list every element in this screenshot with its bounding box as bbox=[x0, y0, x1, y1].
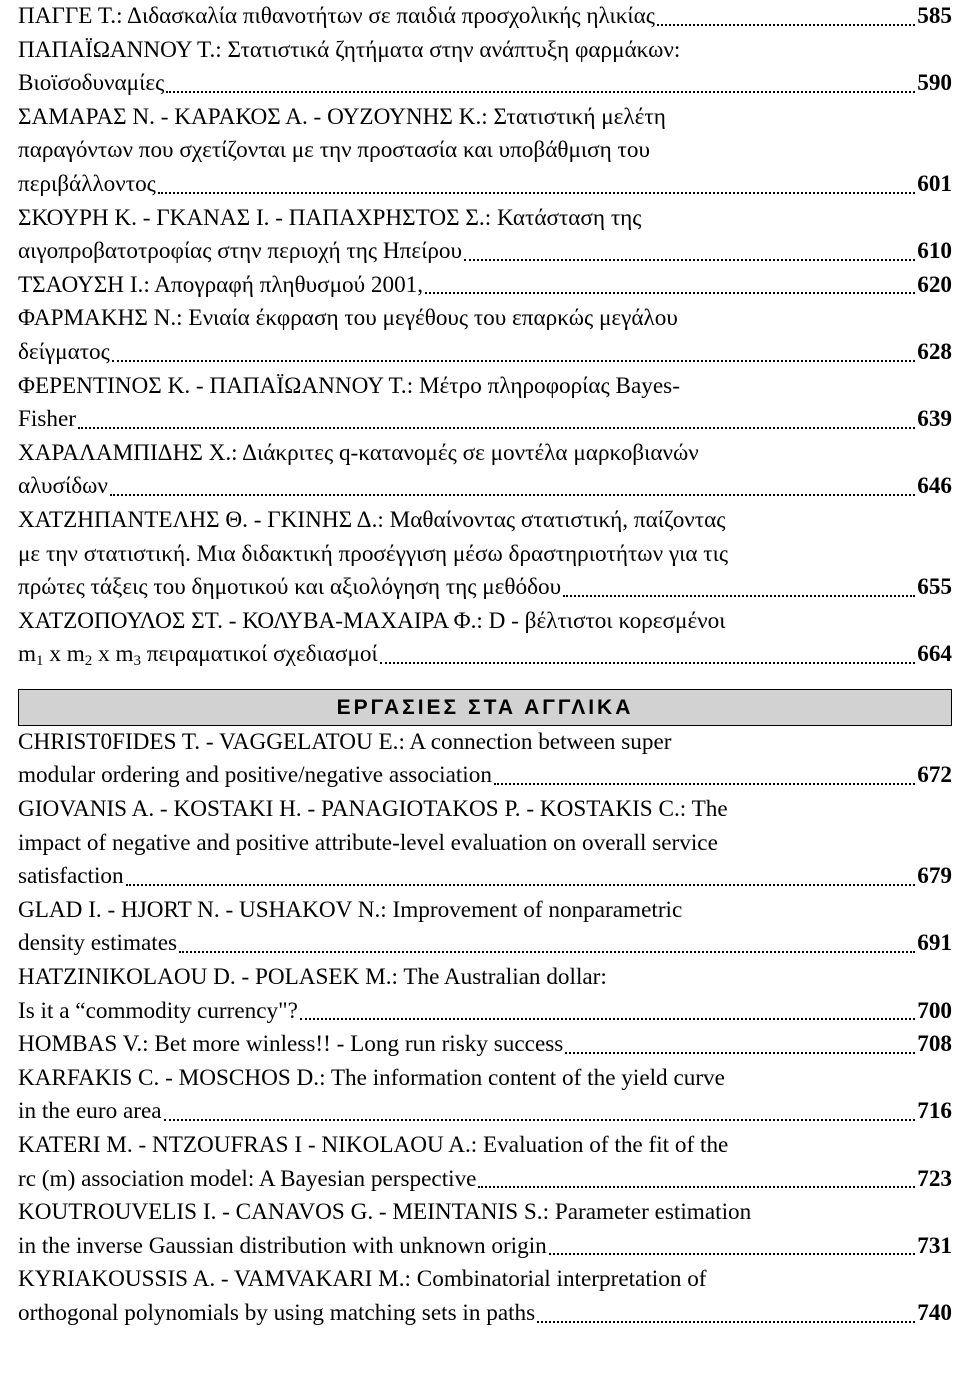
entry-title-text: density estimates bbox=[18, 930, 178, 957]
index-entry bbox=[18, 504, 952, 605]
page-number: 691 bbox=[917, 930, 952, 957]
index-entry bbox=[18, 269, 952, 303]
entry-line bbox=[18, 638, 952, 672]
dot-leader bbox=[166, 67, 915, 101]
entry-title-text: αλυσίδων bbox=[18, 473, 108, 500]
dot-leader bbox=[537, 1297, 915, 1331]
formula-part: m bbox=[18, 641, 37, 668]
entry-title-text: rc (m) association model: A Bayesian perspective bbox=[18, 1165, 477, 1192]
entry-line: ΠΑΠΑΪΩΑΝΝΟΥ Τ.: Στατιστικά ζητήματα στην ανάπτυξη φαρμάκων: bbox=[18, 36, 681, 63]
page-number: 723 bbox=[917, 1165, 952, 1192]
entry-line bbox=[18, 336, 952, 370]
dot-leader bbox=[164, 1095, 916, 1129]
entry-title-text: in the euro area bbox=[18, 1098, 162, 1125]
entry-title-text: HOMBAS V.: Bet more winless!! - Long run risky success bbox=[18, 1031, 564, 1058]
index-entry bbox=[18, 0, 952, 34]
entry-line: GIOVANIS A. - KOSTAKI H. - PANAGIOTAKOS P. - KOSTAKIS C.: The bbox=[18, 796, 728, 823]
entry-line: KOUTROUVELIS I. - CANAVOS G. - MEINTANIS S.: Parameter estimation bbox=[18, 1199, 752, 1226]
dot-leader bbox=[494, 759, 915, 793]
page-number: 716 bbox=[917, 1098, 952, 1125]
entry-line: KARFAKIS C. - MOSCHOS D.: The information content of the yield curve bbox=[18, 1064, 725, 1091]
entry-title-text: modular ordering and positive/negative association bbox=[18, 762, 492, 789]
dot-leader bbox=[158, 168, 915, 202]
entry-line bbox=[18, 927, 952, 961]
section-header: ΕΡΓΑΣΙΕΣ ΣΤΑ ΑΓΓΛΙΚΑ bbox=[18, 689, 952, 726]
page-number: 590 bbox=[917, 70, 952, 97]
entry-title-text: ΠΑΓΓΕ Τ.: Διδασκαλία πιθανοτήτων σε παιδιά προσχολικής ηλικίας bbox=[18, 3, 655, 29]
entry-line: ΣΑΜΑΡΑΣ Ν. - ΚΑΡΑΚΟΣ Α. - ΟΥΖΟΥΝΗΣ Κ.: Στατιστική μελέτη bbox=[18, 103, 666, 130]
index-entry bbox=[18, 961, 952, 1028]
formula-part: πειραματικοί σχεδιασμοί bbox=[146, 641, 378, 668]
dot-leader bbox=[112, 336, 915, 370]
page-number: 731 bbox=[917, 1232, 952, 1259]
page-number: 610 bbox=[917, 238, 952, 265]
design-formula-text bbox=[18, 638, 378, 679]
page-number: 708 bbox=[917, 1031, 952, 1058]
entry-line bbox=[18, 759, 952, 793]
index-entry bbox=[18, 1129, 952, 1196]
index-entry bbox=[18, 302, 952, 369]
entry-title-text: αιγοπροβατοτροφίας στην περιοχή της Ηπείρου bbox=[18, 238, 462, 265]
dot-leader bbox=[110, 470, 915, 504]
entry-line: παραγόντων που σχετίζονται με την προστασία και υποβάθμιση του bbox=[18, 137, 650, 164]
entry-line bbox=[18, 269, 952, 303]
entry-line: ΦΑΡΜΑΚΗΣ Ν.: Ενιαία έκφραση του μεγέθους του επαρκώς μεγάλου bbox=[18, 305, 678, 332]
dot-leader bbox=[179, 927, 915, 961]
entry-line bbox=[18, 1297, 952, 1331]
formula-part: m bbox=[115, 641, 134, 668]
entry-title-text: πρώτες τάξεις του δημοτικού και αξιολόγηση της μεθόδου bbox=[18, 574, 562, 601]
entry-title-text: Fisher bbox=[18, 406, 76, 433]
dot-leader bbox=[425, 269, 915, 303]
entry-title-text: satisfaction bbox=[18, 863, 124, 890]
entry-line: ΧΑΤΖΟΠΟΥΛΟΣ ΣΤ. - ΚΟΛΥΒΑ-ΜΑΧΑΙΡΑ Φ.: D - βέλτιστοι κορεσμένοι bbox=[18, 607, 726, 634]
dot-leader bbox=[300, 995, 915, 1029]
entry-line: με την στατιστική. Μια διδακτική προσέγγιση μέσω δραστηριοτήτων για τις bbox=[18, 540, 729, 567]
entry-line bbox=[18, 168, 952, 202]
entry-line bbox=[18, 0, 952, 34]
index-page bbox=[18, 0, 952, 1331]
entry-line bbox=[18, 1095, 952, 1129]
entry-title-text: Is it a “commodity currency"? bbox=[18, 997, 298, 1024]
page-number: 628 bbox=[917, 338, 952, 365]
entry-line bbox=[18, 1163, 952, 1197]
page-number: 740 bbox=[917, 1299, 952, 1326]
dot-leader bbox=[464, 235, 915, 269]
entry-title-text: in the inverse Gaussian distribution with unknown origin bbox=[18, 1232, 547, 1259]
greek-entries-list bbox=[18, 0, 952, 672]
entry-line: ΣΚΟΥΡΗ Κ. - ΓΚΑΝΑΣ Ι. - ΠΑΠΑΧΡΗΣΤΟΣ Σ.: Κατάσταση της bbox=[18, 204, 642, 231]
page-number: 679 bbox=[917, 863, 952, 890]
page-number: 655 bbox=[917, 574, 952, 601]
index-entry bbox=[18, 894, 952, 961]
entry-line bbox=[18, 235, 952, 269]
entry-title-text: Βιοϊσοδυναμίες bbox=[18, 70, 165, 97]
entry-line: HATZINIKOLAOU D. - POLASEK M.: The Australian dollar: bbox=[18, 964, 607, 991]
index-entry bbox=[18, 1196, 952, 1263]
index-entry bbox=[18, 605, 952, 672]
dot-leader bbox=[478, 1163, 915, 1197]
entry-line bbox=[18, 860, 952, 894]
entry-line: GLAD I. - HJORT N. - USHAKOV N.: Improvement of nonparametric bbox=[18, 896, 683, 923]
entry-line bbox=[18, 1028, 952, 1062]
entry-title-text: δείγματος bbox=[18, 338, 110, 365]
page-number: 639 bbox=[917, 406, 952, 433]
index-entry bbox=[18, 793, 952, 894]
entry-line bbox=[18, 403, 952, 437]
entry-line bbox=[18, 995, 952, 1029]
dot-leader bbox=[126, 860, 916, 894]
dot-leader bbox=[78, 403, 915, 437]
page-number: 620 bbox=[917, 271, 952, 298]
entry-title-text: orthogonal polynomials by using matching sets in paths bbox=[18, 1299, 536, 1326]
entry-line bbox=[18, 67, 952, 101]
entry-line: ΦΕΡΕΝΤΙΝΟΣ Κ. - ΠΑΠΑΪΩΑΝΝΟΥ Τ.: Μέτρο πληροφορίας Bayes- bbox=[18, 372, 680, 399]
page-number: 601 bbox=[917, 170, 952, 197]
page-number: 585 bbox=[917, 3, 952, 29]
entry-title-text: ΤΣΑΟΥΣΗ Ι.: Απογραφή πληθυσμού 2001, bbox=[18, 271, 424, 298]
entry-title-text: περιβάλλοντος bbox=[18, 170, 156, 197]
entry-line bbox=[18, 571, 952, 605]
page-number: 700 bbox=[917, 997, 952, 1024]
subscript: 3 bbox=[133, 653, 142, 670]
index-entry bbox=[18, 726, 952, 793]
entry-line bbox=[18, 470, 952, 504]
index-entry bbox=[18, 1263, 952, 1330]
formula-part: m bbox=[66, 641, 85, 668]
entry-line: ΧΑΤΖΗΠΑΝΤΕΛΗΣ Θ. - ΓΚΙΝΗΣ Δ.: Μαθαίνοντας στατιστική, παίζοντας bbox=[18, 506, 726, 533]
page-number: 646 bbox=[917, 473, 952, 500]
entry-line: ΧΑΡΑΛΑΜΠΙΔΗΣ Χ.: Διάκριτες q-κατανομές σε μοντέλα μαρκοβιανών bbox=[18, 439, 699, 466]
page-number: 664 bbox=[917, 641, 952, 668]
index-entry bbox=[18, 437, 952, 504]
dot-leader bbox=[563, 571, 915, 605]
entry-line: CHRIST0FIDES T. - VAGGELATOU E.: A connection between super bbox=[18, 728, 672, 755]
subscript: 1 bbox=[36, 653, 44, 670]
subscript: 2 bbox=[84, 653, 93, 670]
index-entry bbox=[18, 1062, 952, 1129]
dot-leader bbox=[565, 1028, 915, 1062]
formula-part: x bbox=[49, 641, 61, 668]
entry-line: KATERI M. - NTZOUFRAS I - NIKOLAOU A.: Evaluation of the fit of the bbox=[18, 1132, 729, 1158]
formula-part: x bbox=[98, 641, 110, 668]
index-entry bbox=[18, 370, 952, 437]
english-entries-list bbox=[18, 726, 952, 1331]
entry-line: impact of negative and positive attribute-level evaluation on overall service bbox=[18, 829, 718, 856]
index-entry bbox=[18, 202, 952, 269]
index-entry bbox=[18, 34, 952, 101]
entry-line: KYRIAKOUSSIS A. - VAMVAKARI M.: Combinatorial interpretation of bbox=[18, 1266, 707, 1293]
index-entry bbox=[18, 101, 952, 202]
entry-line bbox=[18, 1230, 952, 1264]
page-number: 672 bbox=[917, 762, 952, 789]
dot-leader bbox=[657, 0, 915, 34]
index-entry bbox=[18, 1028, 952, 1062]
dot-leader bbox=[380, 638, 915, 672]
dot-leader bbox=[549, 1230, 915, 1264]
